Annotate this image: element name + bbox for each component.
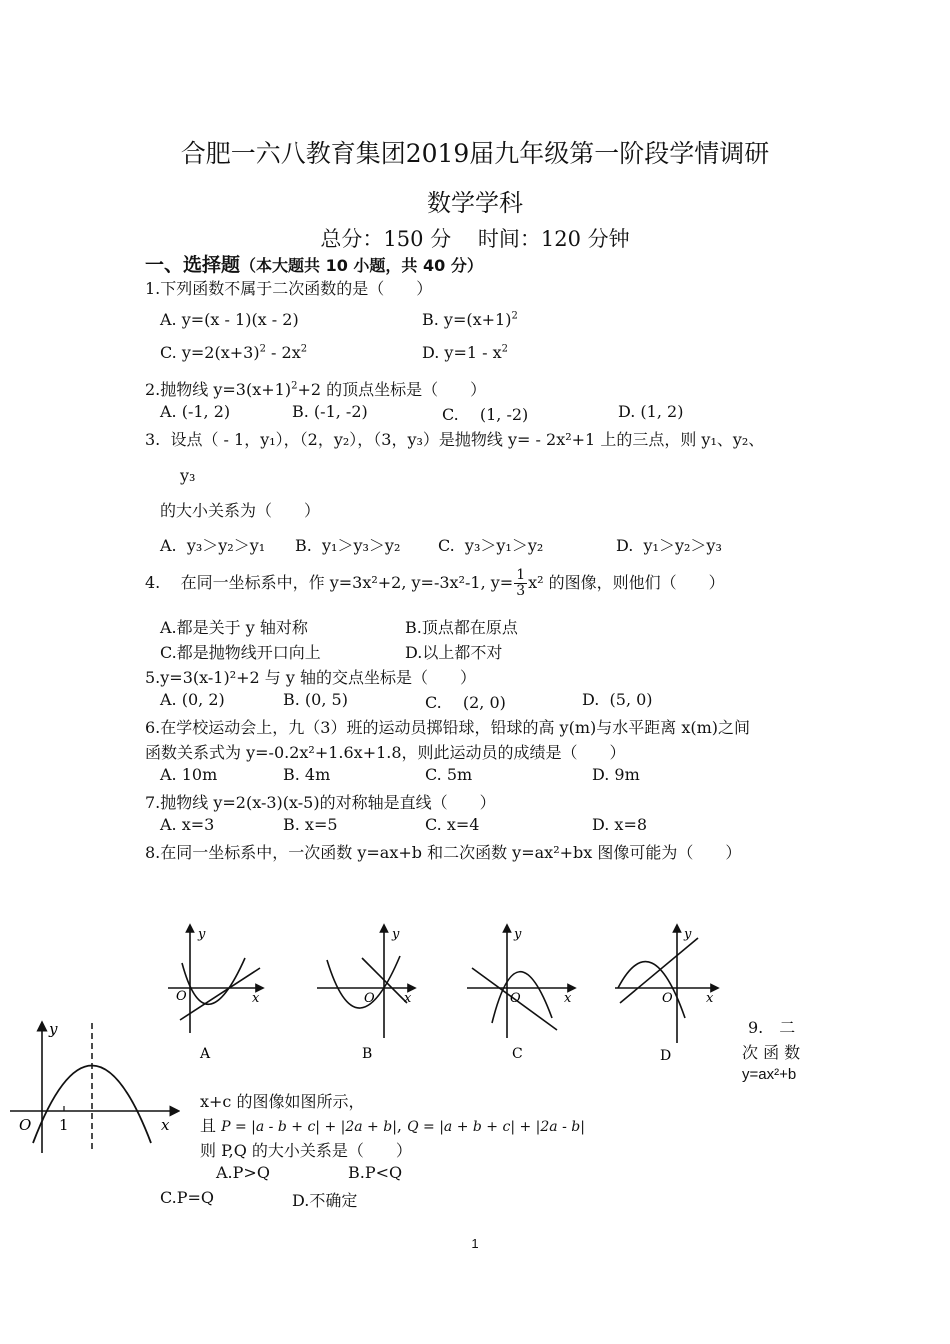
q4-option-a: A.都是关于 y 轴对称 (160, 618, 308, 637)
line (180, 968, 260, 1020)
q6-option-d: D. 9m (592, 765, 640, 784)
graph-label: B (362, 1046, 373, 1062)
q3-stem-line3: 的大小关系为（ ） (160, 501, 321, 520)
q9-option-d: D.不确定 (292, 1191, 358, 1210)
q4-option-d: D.以上都不对 (405, 643, 503, 662)
q9-option-b: B.P<Q (348, 1163, 403, 1182)
one-label: 1 (59, 1116, 69, 1134)
q2-stem: 2.抛物线 $y=3(x+1)^2+2$ 的顶点坐标是（ ） (145, 380, 487, 399)
q4-stem: 4. 在同一坐标系中，作 y=3x²+2, y=-3x²-1, y= $\frac{1}{3}$ x² 的图像，则他们（ ） (145, 567, 725, 599)
q9-function: y=ax²+b (742, 1066, 797, 1083)
q2-option-d: D. (1, 2) (618, 402, 684, 421)
origin-label: O (364, 991, 375, 1006)
section-name: 一、选择题 (145, 254, 241, 276)
parabola (618, 962, 685, 1018)
y-label: y (684, 927, 692, 942)
q1-option-b: B. $y=(x+1)^2$ (422, 310, 518, 329)
origin-label: O (510, 991, 521, 1006)
q9-word: 次 函 数 (742, 1043, 801, 1062)
origin-label: O (19, 1116, 32, 1134)
q9-p-expression: P = |a - b + c| + |2a + b| (221, 1119, 397, 1135)
y-label: y (392, 927, 400, 942)
q7-option-c: C. x=4 (425, 815, 480, 834)
q7-option-a: A. x=3 (160, 815, 215, 834)
y-label: y (514, 927, 522, 942)
q6-stem-line1: 6.在学校运动会上，九（3）班的运动员掷铅球，铅球的高 y(m)与水平距离 x(m)之间 (145, 718, 750, 737)
graph-label: A (200, 1046, 211, 1062)
q7-option-d: D. x=8 (592, 815, 648, 834)
q6-option-c: C. 5m (425, 765, 473, 784)
q9-option-c: C.P=Q (160, 1188, 215, 1207)
q9-option-a: A.P>Q (216, 1163, 270, 1182)
q3-option-a: A. y₃＞y₂＞y₁ (160, 536, 266, 555)
q2-option-b: B. (-1, -2) (292, 402, 368, 421)
q2-option-c: C. (1, -2) (442, 405, 529, 424)
q9-number: 9. 二 (748, 1018, 796, 1037)
x-label: x (404, 991, 412, 1006)
q9-graph (5, 1018, 180, 1158)
exam-info: 总分：150 分 时间：120 分钟 (320, 227, 630, 251)
q5-option-c: C. (2, 0) (425, 693, 506, 712)
q8-graph-b (312, 918, 422, 1068)
q5-option-b: B. (0, 5) (283, 690, 348, 709)
origin-label: O (662, 991, 673, 1006)
x-label: x (161, 1116, 170, 1134)
q6-stem-line2: 函数关系式为 y=-0.2x²+1.6x+1.8，则此运动员的成绩是（ ） (145, 743, 626, 762)
q9-line1: x+c 的图像如图所示， (200, 1092, 365, 1111)
q1-option-a: A. y=(x - 1)(x - 2) (160, 310, 299, 329)
subject-title: 数学学科 (427, 189, 523, 217)
q1-option-d: D. $y=1 - x^2$ (422, 343, 509, 362)
q8-stem: 8.在同一坐标系中，一次函数 y=ax+b 和二次函数 y=ax²+bx 图像可能为（ ） (145, 843, 742, 862)
x-label: x (564, 991, 572, 1006)
q4-option-b: B.顶点都在原点 (405, 618, 518, 637)
q6-option-b: B. 4m (283, 765, 331, 784)
q1-stem: 1.下列函数不属于二次函数的是（ ） (145, 279, 433, 298)
q3-option-b: B. y₁＞y₃＞y₂ (295, 536, 401, 555)
parabola (492, 972, 552, 1023)
q7-option-b: B. x=5 (283, 815, 338, 834)
q8-graph-c (462, 918, 582, 1068)
q9-line3: 则 P,Q 的大小关系是（ ） (200, 1141, 412, 1160)
y-label: y (198, 927, 206, 942)
q7-stem: 7.抛物线 y=2(x-3)(x-5)的对称轴是直线（ ） (145, 793, 496, 812)
section-title (145, 250, 483, 277)
origin-label: O (176, 989, 187, 1004)
x-label: x (252, 991, 260, 1006)
section-note: （本大题共 10 小题，共 40 分） (240, 256, 483, 275)
q8-graph-d (610, 918, 725, 1068)
page-number: 1 (471, 1236, 479, 1251)
exam-title: 合肥一六八教育集团2019届九年级第一阶段学情调研 (180, 139, 770, 168)
q3-stem-line2: y₃ (180, 466, 196, 485)
graph-label: D (660, 1048, 672, 1064)
q5-option-d: D. (5, 0) (582, 690, 653, 709)
q3-option-d: D. y₁＞y₂＞y₃ (616, 536, 722, 555)
q1-option-c: C. $y=2(x+3)^2 - 2x^2$ (160, 343, 308, 362)
q9-q-expression: Q = |a + b + c| + |2a - b| (407, 1119, 585, 1135)
q3-option-c: C. y₃＞y₁＞y₂ (438, 536, 544, 555)
q9-condition: 且 P = |a - b + c| + |2a + b|, Q = |a + b + c| + |2a - b| (200, 1116, 585, 1135)
x-label: x (706, 991, 714, 1006)
q2-option-a: A. (-1, 2) (160, 402, 231, 421)
graph-label: C (512, 1046, 523, 1062)
q4-option-c: C.都是抛物线开口向上 (160, 643, 321, 662)
line (620, 938, 698, 1003)
q5-stem: 5.y=3(x-1)²+2 与 y 轴的交点坐标是（ ） (145, 668, 477, 687)
q6-option-a: A. 10m (160, 765, 218, 784)
q3-stem-line1: 3. 设点（ - 1，y₁），（2，y₂），（3，y₃）是抛物线 y= - 2x²+1 上的三点，则 y₁、y₂、 (145, 430, 765, 449)
q4-fraction: $\frac{1}{3}$ (516, 567, 526, 599)
q5-option-a: A. (0, 2) (160, 690, 225, 709)
y-label: y (49, 1020, 58, 1038)
